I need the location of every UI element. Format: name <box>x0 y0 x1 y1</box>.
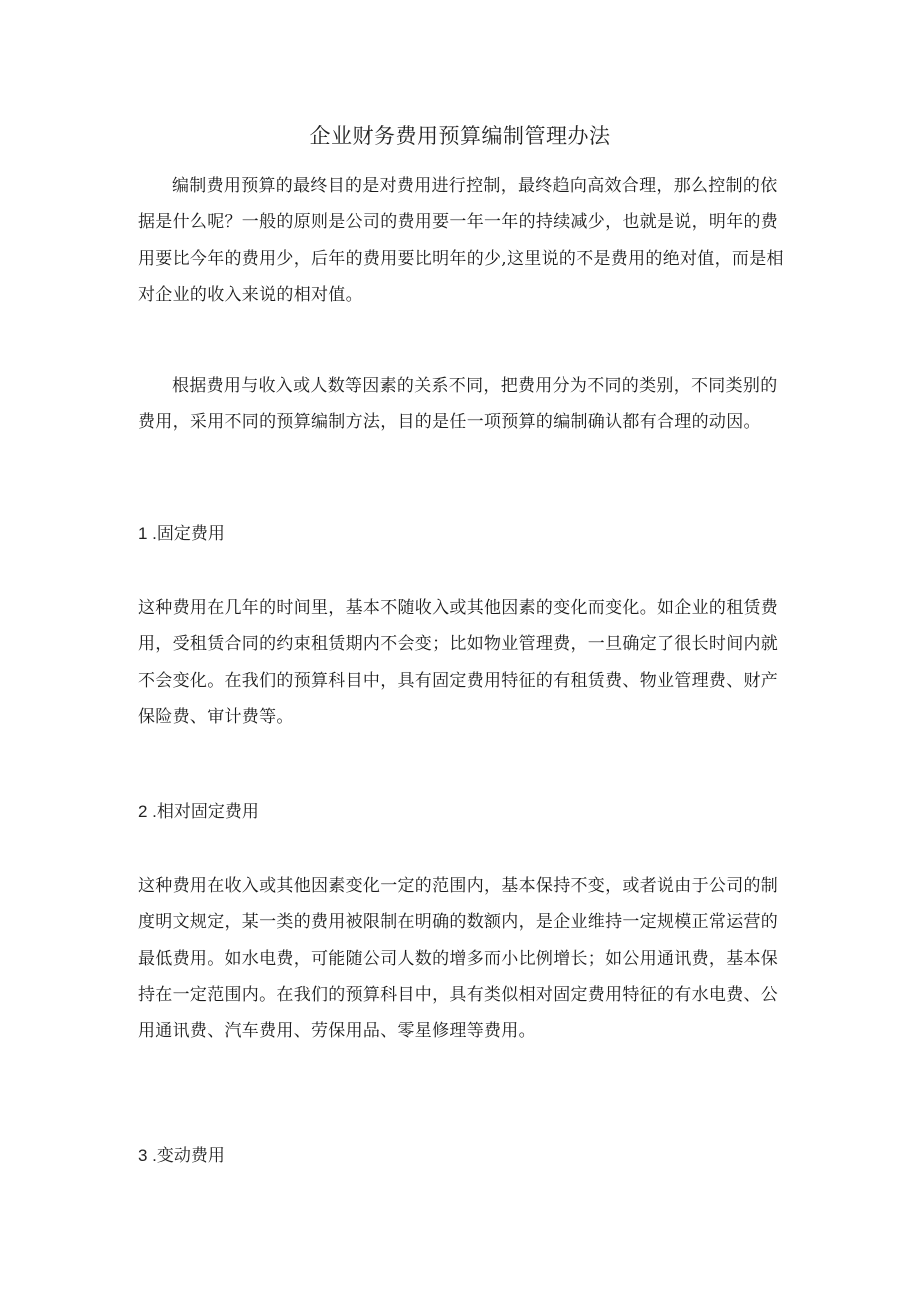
section-heading-fixed-costs: 1 .固定费用 <box>138 524 225 543</box>
intro-paragraph-1: 编制费用预算的最终目的是对费用进行控制，最终趋向高效合理，那么控制的依据是什么呢？一般的原则是公司的费用要一年一年的持续减少，也就是说，明年的费用要比今年的费用少，后年的费用要比明年的少,这里说的不是费用的绝对值，而是相对企业的收入来说的相对值。 <box>138 176 784 305</box>
section-heading-relatively-fixed-costs: 2 .相对固定费用 <box>138 802 259 821</box>
section-heading-variable-costs: 3 .变动费用 <box>138 1146 225 1165</box>
document-title: 企业财务费用预算编制管理办法 <box>309 124 611 148</box>
section-body-fixed-costs: 这种费用在几年的时间里，基本不随收入或其他因素的变化而变化。如企业的租赁费用，受租赁合同的约束租赁期内不会变；比如物业管理费，一旦确定了很长时间内就不会变化。在我们的预算科目中，具有固定费用特征的有租赁费、物业管理费、财产保险费、审计费等。 <box>138 598 779 727</box>
intro-paragraph-2: 根据费用与收入或人数等因素的关系不同，把费用分为不同的类别，不同类别的费用，采用不同的预算编制方法，目的是任一项预算的编制确认都有合理的动因。 <box>138 376 778 433</box>
section-body-relatively-fixed-costs: 这种费用在收入或其他因素变化一定的范围内，基本保持不变，或者说由于公司的制度明文规定，某一类的费用被限制在明确的数额内，是企业维持一定规模正常运营的最低费用。如水电费，可能随公司人数的增多而小比例增长；如公用通讯费，基本保持在一定范围内。在我们的预算科目中，具有类似相对固定费用特征的有水电费、公用通讯费、汽车费用、劳保用品、零星修理等费用。 <box>138 876 779 1042</box>
